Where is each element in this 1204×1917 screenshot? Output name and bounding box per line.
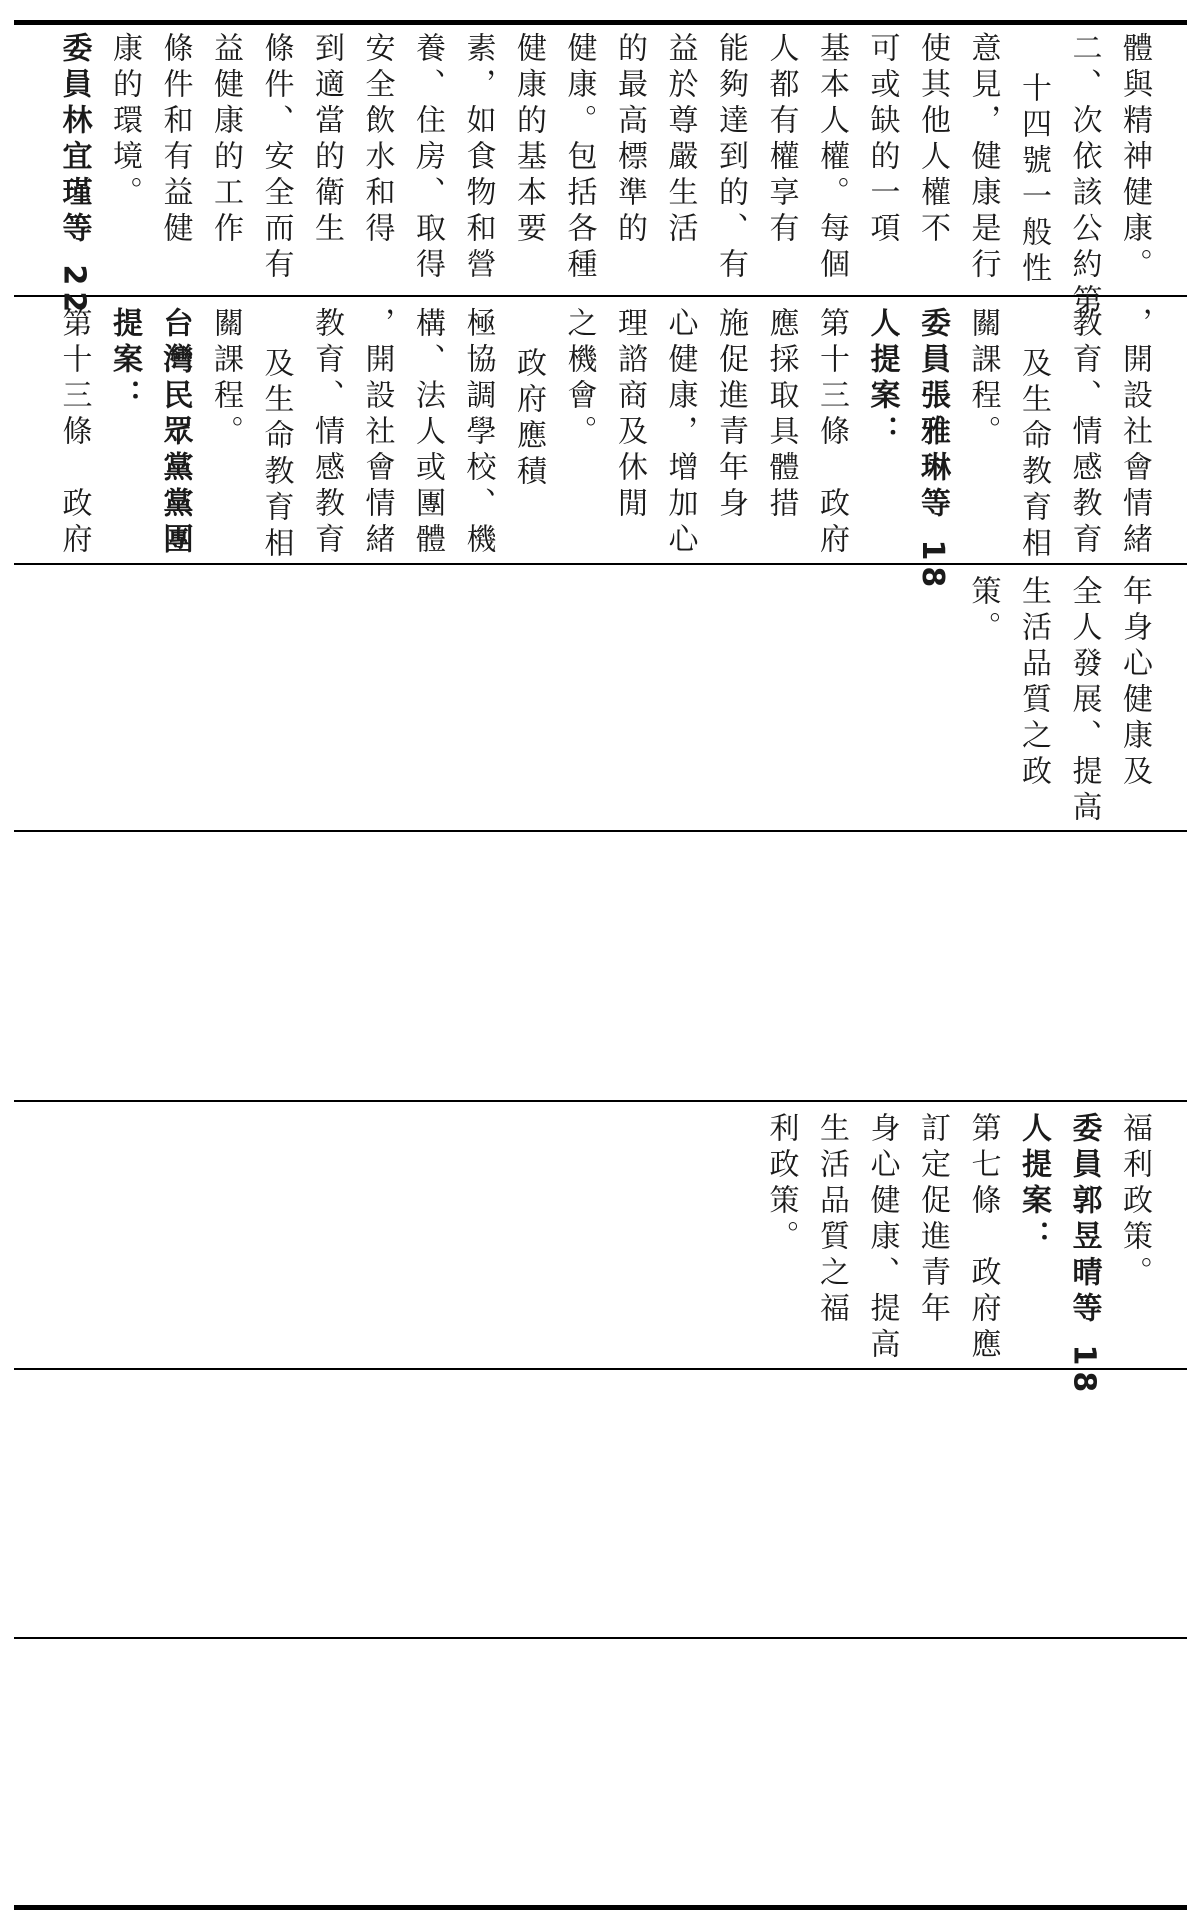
text-line: 施促進青年身 bbox=[713, 307, 748, 523]
text-line: 使其他人權不 bbox=[915, 32, 950, 248]
text-band bbox=[14, 843, 1187, 1095]
text-line: 人都有權享有 bbox=[763, 32, 799, 248]
text-band bbox=[14, 1112, 1187, 1399]
text-line: ，開設社會情緒 bbox=[359, 307, 395, 559]
horizontal-rule bbox=[14, 1368, 1187, 1370]
text-line: 政府應積 bbox=[511, 347, 546, 491]
horizontal-rule bbox=[14, 1637, 1187, 1639]
text-line: 之機會。 bbox=[561, 307, 597, 451]
text-line: 生活品質之政 bbox=[1016, 575, 1051, 791]
text-line: 二、次依該公約第 bbox=[1066, 32, 1102, 320]
text-line: 身心健康、提高 bbox=[864, 1112, 900, 1364]
text-line: 第七條 政府應 bbox=[965, 1112, 1001, 1364]
text-line: 利政策。 bbox=[763, 1112, 799, 1256]
text-line: 康的環境。 bbox=[107, 32, 142, 212]
text-band bbox=[14, 32, 1187, 320]
text-line: 可或缺的一項 bbox=[864, 32, 900, 248]
heading-line: 委員林宜瑾等 22 bbox=[56, 32, 92, 319]
text-line: 年身心健康及 bbox=[1117, 575, 1152, 791]
text-line: 益於尊嚴生活 bbox=[662, 32, 698, 248]
heading-line: 台灣民眾黨黨團 bbox=[157, 307, 193, 559]
text-line: 益健康的工作 bbox=[208, 32, 243, 248]
text-line: 素，如食物和營 bbox=[460, 32, 496, 284]
text-line: 養、住房、取得 bbox=[410, 32, 445, 284]
text-line: 安全飲水和得 bbox=[359, 32, 395, 248]
horizontal-rule bbox=[14, 295, 1187, 297]
text-line: 教育、情感教育 bbox=[309, 307, 344, 559]
text-band bbox=[14, 307, 1187, 594]
text-line: 關課程。 bbox=[965, 307, 1001, 451]
horizontal-rule bbox=[14, 830, 1187, 832]
text-band bbox=[14, 1380, 1187, 1632]
heading-line: 委員張雅琳等 18 bbox=[915, 307, 950, 594]
text-line: 能夠達到的、有 bbox=[713, 32, 748, 284]
horizontal-rule bbox=[14, 563, 1187, 565]
text-line: 條件、安全而有 bbox=[258, 32, 294, 284]
text-line: 應採取具體措 bbox=[763, 307, 799, 523]
horizontal-rule bbox=[14, 20, 1187, 25]
text-band bbox=[14, 575, 1187, 827]
text-line: 意見，健康是行 bbox=[965, 32, 1001, 284]
text-line: 第十三條 政府 bbox=[814, 307, 849, 559]
text-line: 極協調學校、機 bbox=[460, 307, 496, 559]
heading-line: 提案： bbox=[107, 307, 142, 415]
text-line: ，開設社會情緒 bbox=[1117, 307, 1152, 559]
text-line: 健康的基本要 bbox=[511, 32, 546, 248]
text-line: 心健康，增加心 bbox=[662, 307, 698, 559]
text-line: 及生命教育相 bbox=[1016, 347, 1051, 563]
heading-line: 人提案： bbox=[1016, 1112, 1051, 1256]
text-line: 到適當的衛生 bbox=[309, 32, 344, 248]
heading-line: 人提案： bbox=[864, 307, 900, 451]
horizontal-rule bbox=[14, 1100, 1187, 1102]
text-line: 健康。包括各種 bbox=[561, 32, 597, 284]
text-line: 生活品質之福 bbox=[814, 1112, 849, 1328]
text-line: 關課程。 bbox=[208, 307, 243, 451]
text-line: 條件和有益健 bbox=[157, 32, 193, 248]
text-line: 福利政策。 bbox=[1117, 1112, 1152, 1292]
text-line: 的最高標準的 bbox=[612, 32, 647, 248]
text-line: 體與精神健康。 bbox=[1117, 32, 1152, 284]
text-line: 訂定促進青年 bbox=[915, 1112, 950, 1328]
text-line: 構、法人或團體 bbox=[410, 307, 445, 559]
text-line: 理諮商及休閒 bbox=[612, 307, 647, 523]
text-line: 策。 bbox=[965, 575, 1001, 647]
text-line: 教育、情感教育 bbox=[1066, 307, 1102, 559]
text-line: 及生命教育相 bbox=[258, 347, 294, 563]
heading-line: 委員郭昱晴等 18 bbox=[1066, 1112, 1102, 1399]
text-line: 全人發展、提高 bbox=[1066, 575, 1102, 827]
text-line: 第十三條 政府 bbox=[56, 307, 92, 559]
horizontal-rule bbox=[14, 1905, 1187, 1910]
text-line: 基本人權。每個 bbox=[814, 32, 849, 284]
text-line: 十四號一般性 bbox=[1016, 72, 1051, 288]
text-band bbox=[14, 1649, 1187, 1899]
